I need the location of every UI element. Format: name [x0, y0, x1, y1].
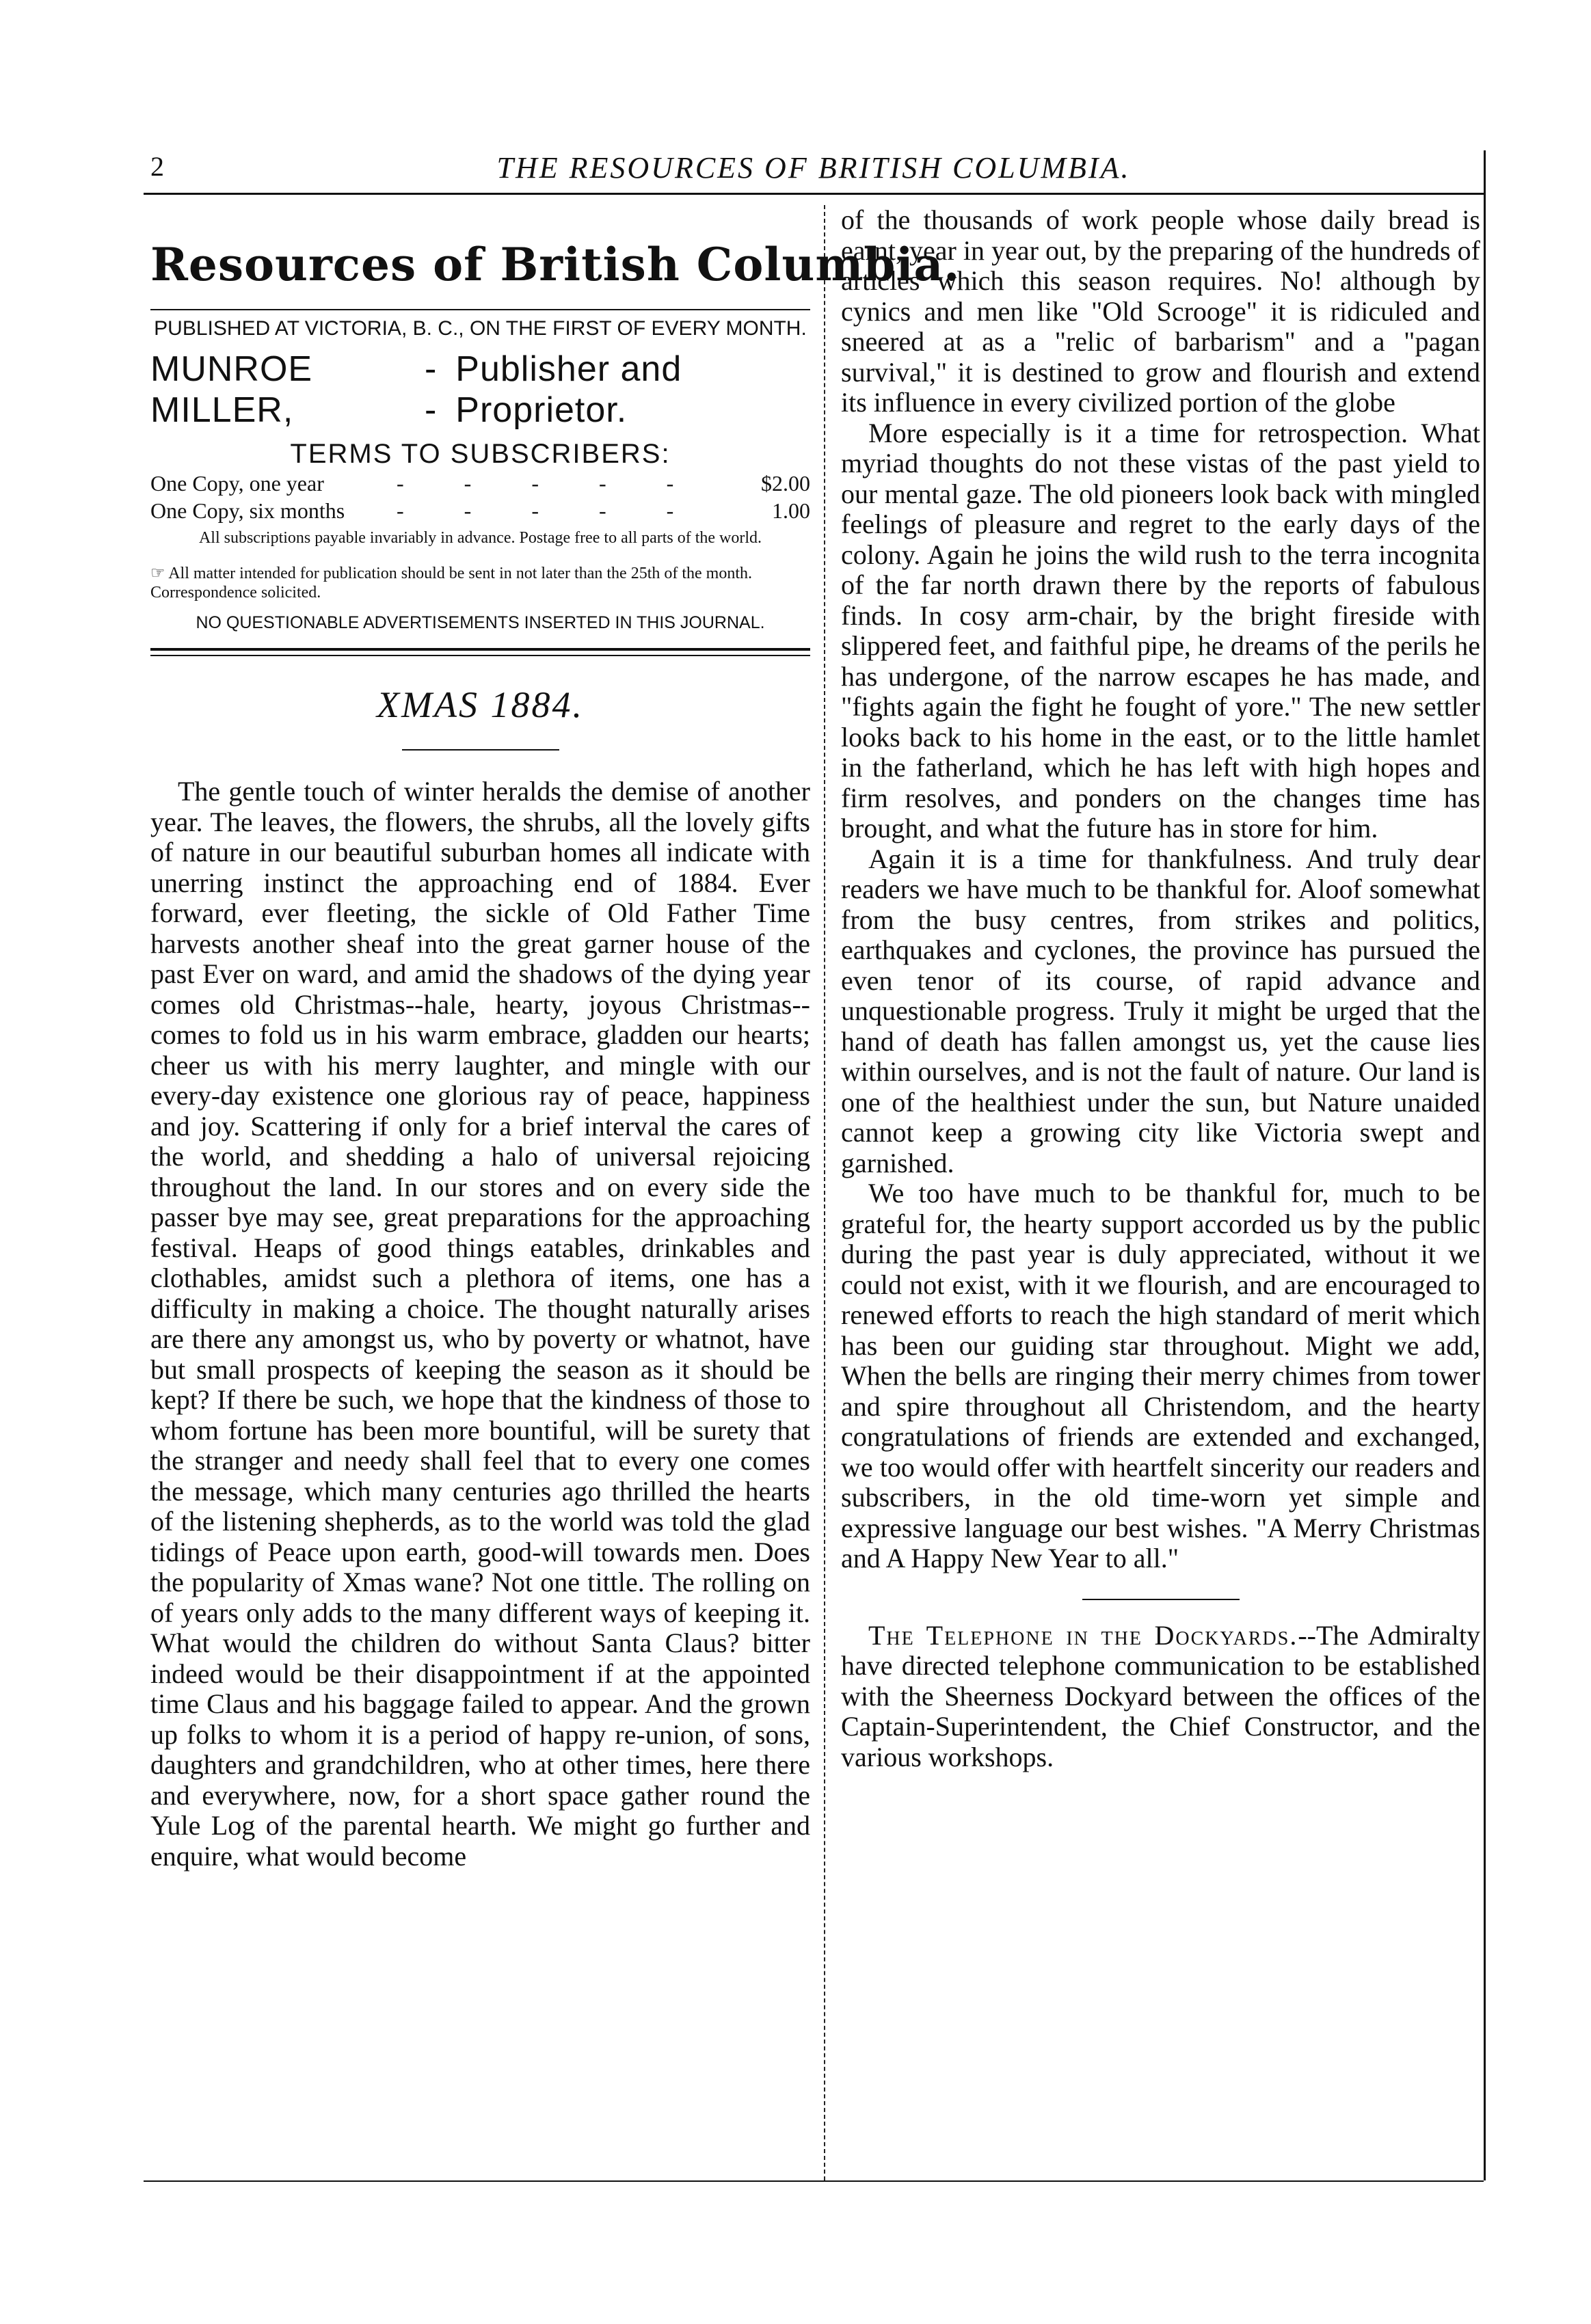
publication-info: PUBLISHED AT VICTORIA, B. C., ON THE FIRST OF EVERY MONTH.: [154, 317, 807, 340]
telephone-item: [841, 1621, 1480, 1773]
running-head: [144, 149, 1484, 195]
bottom-rule: [144, 2180, 1484, 2182]
publisher-line: [150, 349, 810, 431]
article-paragraph: More especially is it a time for retrospection. What myriad thoughts do not these vistas of the past yield to our mental gaze. The old pioneers look back with mingled feelings of pleasure and regret to the early days of the colony. Again he joins the wild rush to the terra incognita of the far north drawn there by the reports of fabulous finds. In cosy arm-chair, by the bright fireside with slippered feet, and faithful pipe, he dreams of the perils he has undergone, of the narrow escapes he has made, and "fights again the fight he fought of yore." The new settler looks back to his home in the east, or to the little hamlet in the fatherland, which he has left with high hopes and firm resolves, and ponders on the changes time has brought, and what the future has in store for him.: [841, 417, 1480, 843]
article-paragraph: The gentle touch of winter heralds the demise of another year. The leaves, the flowers, the shrubs, all the lovely gifts of nature in our beautiful suburban homes all indicate with unerring instinct the approaching end of 1884. Ever forward, ever fleeting, the sickle of Old Father Time harvests another sheaf into the great garner house of the past Ever on ward, and amid the shadows of the dying year comes old Christmas--hale, hearty, joyous Christmas--comes to fold us in his warm embrace, gladden our hearts; cheer us with his merry laughter, and mingle with our every-day existence one glorious ray of peace, happiness and joy. Scattering if only for a brief interval the cares of the world, and shedding a halo of universal rejoicing throughout the land. In our stores and on every side the passer bye may see, great preparations for the approaching festival. Heaps of good things eatables, drinkables and clothables, amidst such a plethora of items, one has a difficulty in making a choice. The thought naturally arises are there any amongst us, who by poverty or whatnot, have but small prospects of keeping the season as it should be kept? If there be such, we hope that the kindness of those to whom fortune has been more bountiful, will be surety that the stranger and needy shall feel that to every one comes the message, which many centuries ago thrilled the hearts of the listening shepherds, as to the world was told the glad tidings of Peace upon earth, good-will towards men. Does the popularity of Xmas wane? Not one tittle. The rolling on of years only adds to the many different ways of keeping it. What would the children do without Santa Claus? bitter indeed would be their disappointment if at the appointed time Claus and his baggage failed to appear. And the grown up folks to whom it is a period of happy re-union, of sons, daughters and grandchildren, who at other times, here there and everywhere, now, for a short space gather round the Yule Log of the parental hearth. We might go further and enquire, what would become: [150, 776, 810, 1872]
submission-notice: ☞ All matter intended for publication should be sent in not later than the 25th of the month. Correspondence solicited.: [150, 565, 753, 602]
masthead-rule: [150, 309, 810, 310]
payment-note: All subscriptions payable invariably in advance. Postage free to all parts of the world.: [198, 529, 762, 547]
article-title: XMAS 1884.: [377, 684, 584, 725]
masthead-title: Resources of British Columbia.: [150, 238, 961, 291]
price-row: [150, 470, 810, 497]
article-paragraph: Again it is a time for thankfulness. And truly dear readers we have much to be thankful for. Aloof somewhat from the busy centres, from strikes and politics, earthquakes and cyclones, the province has pursued the even tenor of its course, of rapid advance and unquestionable progress. Truly it might be urged that the hand of death has fallen amongst us, yet the cause lies within ourselves, and is not the fault of nature. Our land is one of the healthiest under the sun, but Nature unaided cannot keep a growing city like Victoria swept and garnished.: [841, 843, 1480, 1178]
section-divider: [1082, 1599, 1240, 1600]
publisher-name: MUNROE MILLER,: [150, 349, 313, 430]
column-divider: [824, 205, 825, 2180]
newspaper-page: [137, 137, 1484, 2187]
running-head-title: THE RESOURCES OF BRITISH COLUMBIA.: [496, 151, 1131, 185]
left-column: [150, 205, 961, 1872]
masthead-double-rule: [150, 648, 810, 656]
page-number: 2: [150, 151, 164, 182]
price-label: One Copy, six months: [150, 498, 345, 523]
title-rule: [402, 749, 559, 751]
article-paragraph: of the thousands of work people whose daily bread is earnt, year in year out, by the preparing of the hundreds of articles which this season requires. No! although by cynics and men like "Old Scrooge" it is ridiculed and sneered at as a "relic of barbarism" and a "pagan survival," it is destined to grow and flourish and extend its influence in every civilized portion of the globe: [841, 204, 1480, 418]
price-label: One Copy, one year: [150, 471, 324, 496]
price-amount: $2.00: [761, 471, 810, 496]
price-amount: 1.00: [772, 498, 810, 523]
page-edge-rule: [1484, 150, 1486, 2180]
article-paragraph: We too have much to be thankful for, much to be grateful for, the hearty support accorded us by the public during the past year is duly appreciated, without it we could not exist, with it we flourish, and are encouraged to renewed efforts to reach the high standard of merit which has been our guiding star throughout. Might we add, When the bells are ringing their merry chimes from tower and spire throughout all Christendom, and the hearty congratulations of friends are extended and exchanged, we too would offer with heartfelt sincerity our readers and subscribers, in the old time-worn yet simple and expressive language our best wishes. "A Merry Christmas and A Happy New Year to all.": [841, 1178, 1480, 1573]
publisher-dashes: - -: [425, 349, 438, 430]
telephone-item-text: --The Admiralty have directed telephone communication to be established with the Sheerness Dockyard between the offices of the Captain-Superintendent, the Chief Constructor, and the various workshops.: [841, 1619, 1480, 1772]
price-row: [150, 497, 810, 524]
publisher-role: Publisher and Proprietor.: [455, 349, 682, 430]
terms-heading: TERMS TO SUBSCRIBERS:: [290, 439, 671, 469]
price-dots: - - - - -: [397, 471, 701, 496]
price-dots: - - - - -: [397, 498, 701, 523]
telephone-item-heading: The Telephone in the Dockyards.: [868, 1619, 1298, 1651]
right-column: [841, 205, 1480, 1772]
advertising-policy: NO QUESTIONABLE ADVERTISEMENTS INSERTED IN THIS JOURNAL.: [196, 613, 765, 632]
